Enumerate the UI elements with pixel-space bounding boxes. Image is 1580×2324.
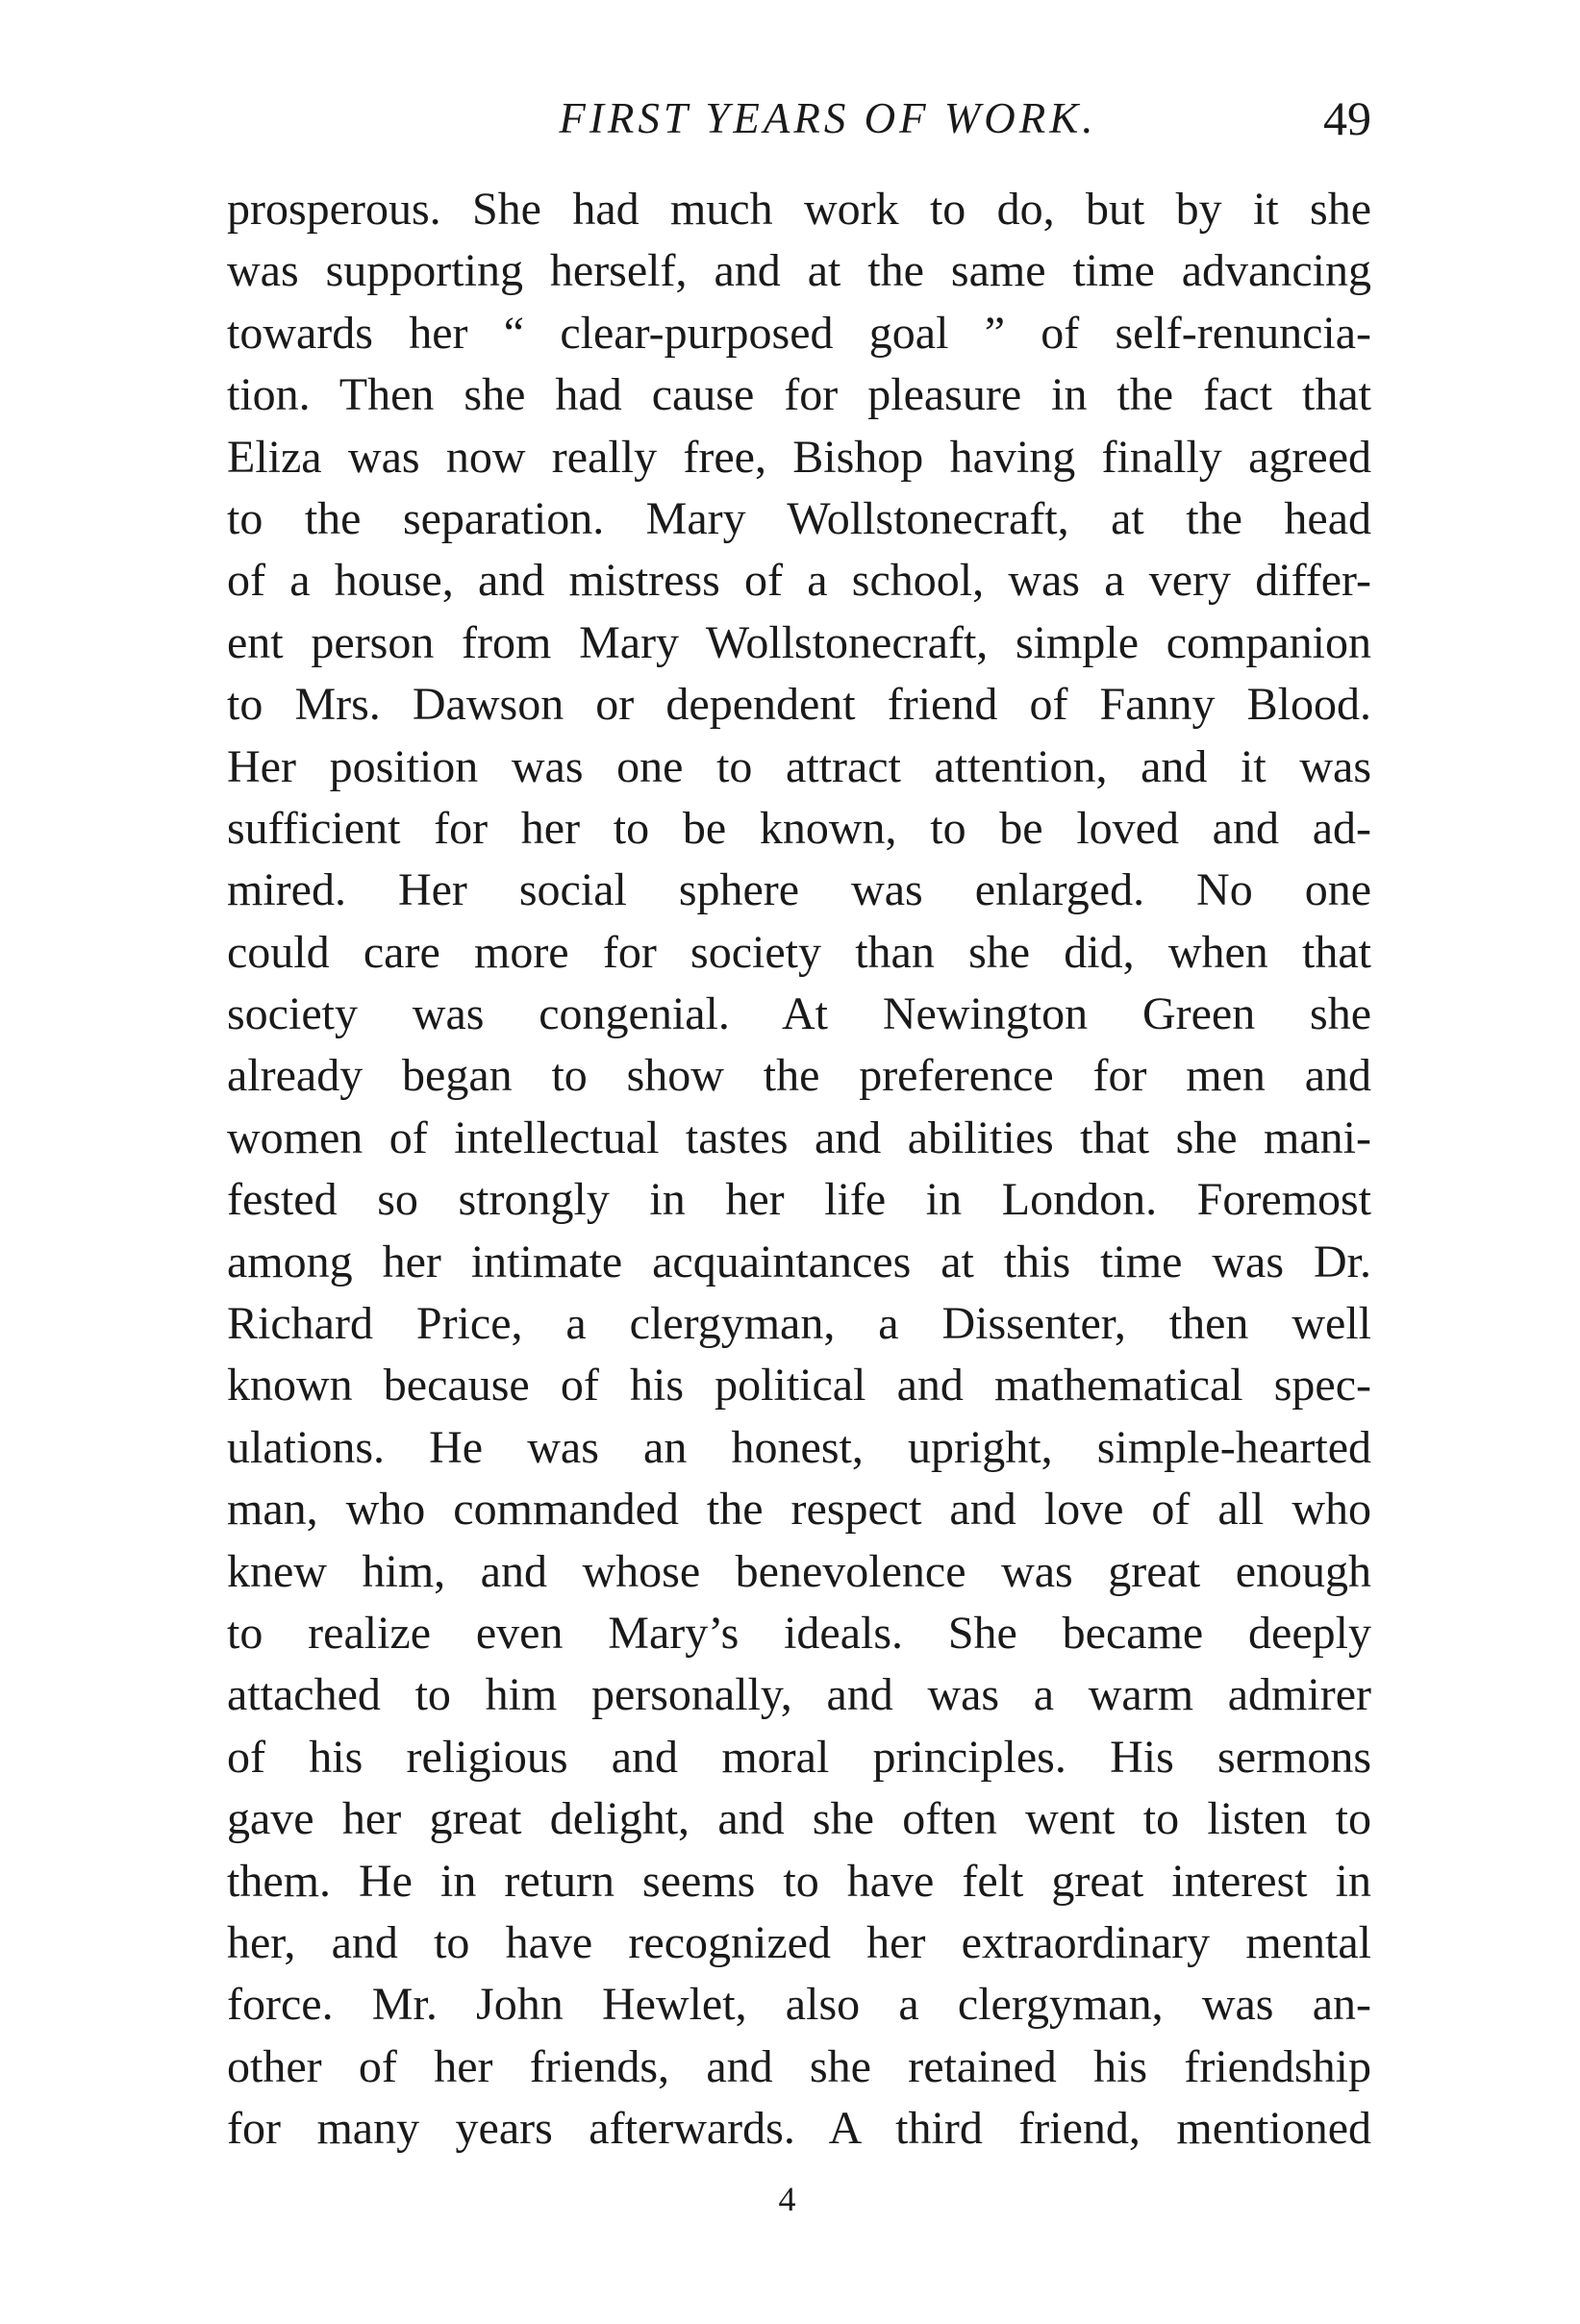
text-line: already began to show the preference for men and bbox=[227, 1050, 1371, 1102]
text-line: Her position was one to attract attention, and it was bbox=[227, 740, 1371, 792]
text-line: mired. Her social sphere was enlarged. No one bbox=[227, 864, 1371, 916]
text-line: for many years afterwards. A third friend, mentioned bbox=[227, 2103, 1371, 2155]
text-line: could care more for society than she did, when that bbox=[227, 926, 1371, 978]
text-line: force. Mr. John Hewlet, also a clergyman, was an- bbox=[227, 1979, 1371, 2031]
page-number: 49 bbox=[1323, 91, 1371, 145]
text-line: Richard Price, a clergyman, a Dissenter, then well bbox=[227, 1298, 1371, 1350]
text-line: Eliza was now really free, Bishop having finally agreed bbox=[227, 431, 1371, 483]
text-line: man, who commanded the respect and love of all who bbox=[227, 1484, 1371, 1536]
text-line: her, and to have recognized her extraordinary mental bbox=[227, 1916, 1371, 1968]
text-line: to the separation. Mary Wollstonecraft, at the head bbox=[227, 492, 1371, 544]
text-line: towards her “ clear-purposed goal ” of self-renuncia- bbox=[227, 307, 1371, 359]
text-line: tion. Then she had cause for pleasure in the fact that bbox=[227, 369, 1371, 421]
text-line: attached to him personally, and was a warm admirer bbox=[227, 1669, 1371, 1721]
text-line: among her intimate acquaintances at this time was Dr. bbox=[227, 1236, 1371, 1287]
text-line: them. He in return seems to have felt great interest in bbox=[227, 1855, 1371, 1907]
signature-number: 4 bbox=[778, 2180, 796, 2218]
text-line: society was congenial. At Newington Green she bbox=[227, 988, 1371, 1040]
text-line: to realize even Mary’s ideals. She became deeply bbox=[227, 1607, 1371, 1659]
text-line: knew him, and whose benevolence was great enough bbox=[227, 1545, 1371, 1597]
text-line: other of her friends, and she retained his friendship bbox=[227, 2040, 1371, 2092]
text-line: ent person from Mary Wollstonecraft, simple companion bbox=[227, 616, 1371, 668]
text-line: of a house, and mistress of a school, was a very differ- bbox=[227, 555, 1371, 607]
text-line: sufficient for her to be known, to be loved and ad- bbox=[227, 802, 1371, 854]
text-line: was supporting herself, and at the same time advancing bbox=[227, 245, 1371, 297]
signature-mark bbox=[0, 2175, 1580, 2223]
body-text bbox=[227, 179, 1371, 2161]
text-line: gave her great delight, and she often went to listen to bbox=[227, 1793, 1371, 1845]
text-line: ulations. He was an honest, upright, simple-hearted bbox=[227, 1421, 1371, 1473]
running-head bbox=[227, 85, 1371, 152]
text-line: fested so strongly in her life in London. Foremost bbox=[227, 1174, 1371, 1226]
running-title: FIRST YEARS OF WORK. bbox=[559, 94, 1097, 142]
text-line: known because of his political and mathematical spec- bbox=[227, 1360, 1371, 1412]
text-line: to Mrs. Dawson or dependent friend of Fanny Blood. bbox=[227, 679, 1371, 731]
text-line: of his religious and moral principles. His sermons bbox=[227, 1731, 1371, 1783]
text-line: women of intellectual tastes and abilities that she mani- bbox=[227, 1112, 1371, 1163]
text-line: prosperous. She had much work to do, but by it she bbox=[227, 184, 1371, 235]
